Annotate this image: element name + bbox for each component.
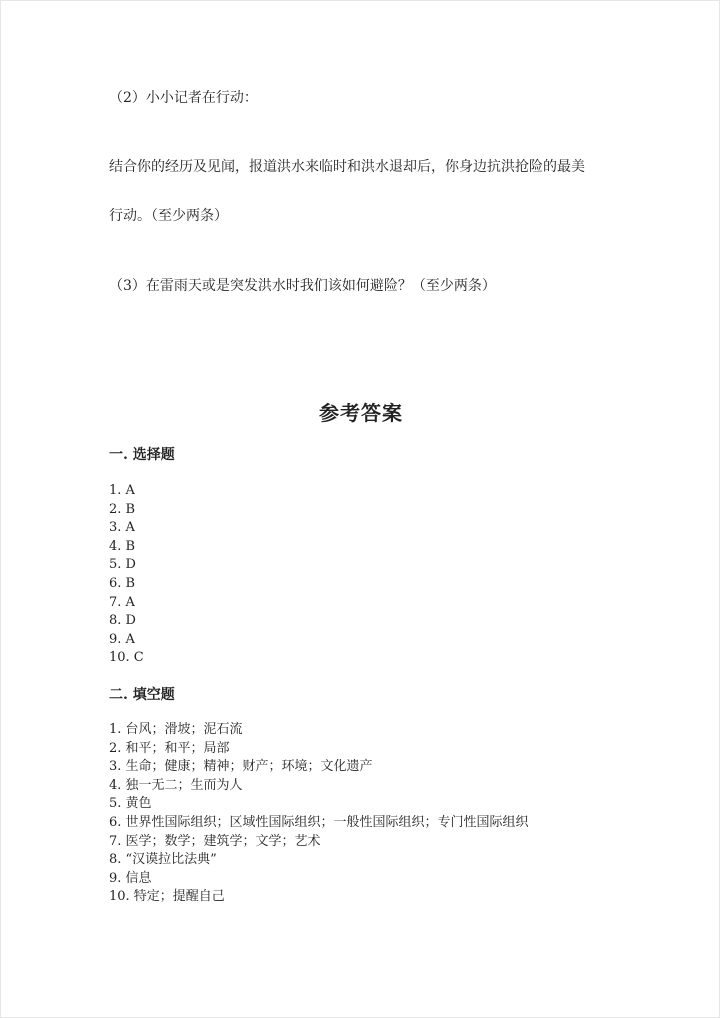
- list-item: 8. “汉谟拉比法典”: [109, 852, 217, 868]
- list-item: 6. 世界性国际组织；区域性国际组织；一般性国际组织；专门性国际组织: [109, 814, 529, 830]
- question-2-body-line-2: 行动。（至少两条）: [109, 208, 228, 224]
- section-heading-multiple-choice: 一. 选择题: [109, 447, 175, 463]
- list-item: 5. D: [109, 557, 136, 573]
- list-item: 1. 台风；滑坡；泥石流: [109, 722, 243, 737]
- list-item: 4. B: [109, 538, 136, 554]
- multiple-choice-answer-list: [109, 482, 144, 668]
- question-3-title: （3）在雷雨天或是突发洪水时我们该如何避险？（至少两条）: [109, 278, 496, 294]
- fill-in-blank-answer-list: [109, 721, 529, 907]
- question-2-title: （2）小小记者在行动：: [109, 90, 258, 106]
- list-item: 3. A: [109, 520, 135, 536]
- question-2-body-line-1: 结合你的经历及见闻，报道洪水来临时和洪水退却后，你身边抗洪抢险的最美: [109, 159, 585, 175]
- list-item: 6. B: [109, 575, 136, 591]
- list-item: 4. 独一无二；生而为人: [109, 777, 243, 793]
- list-item: 7. 医学；数学；建筑学；文学；艺术: [109, 833, 321, 849]
- list-item: 10. 特定；提醒自己: [109, 889, 225, 905]
- answer-key-title: 参考答案: [319, 401, 403, 425]
- list-item: 3. 生命；健康；精神；财产；环境；文化遗产: [109, 759, 373, 775]
- list-item: 10. C: [109, 650, 144, 666]
- list-item: 1. A: [109, 483, 135, 498]
- list-item: 2. B: [109, 501, 136, 517]
- list-item: 9. 信息: [109, 870, 152, 886]
- section-heading-fill-in-blank: 二. 填空题: [109, 687, 175, 703]
- list-item: 7. A: [109, 594, 135, 610]
- list-item: 8. D: [109, 613, 136, 629]
- list-item: 5. 黄色: [109, 796, 152, 812]
- list-item: 2. 和平；和平；局部: [109, 740, 230, 756]
- list-item: 9. A: [109, 631, 135, 647]
